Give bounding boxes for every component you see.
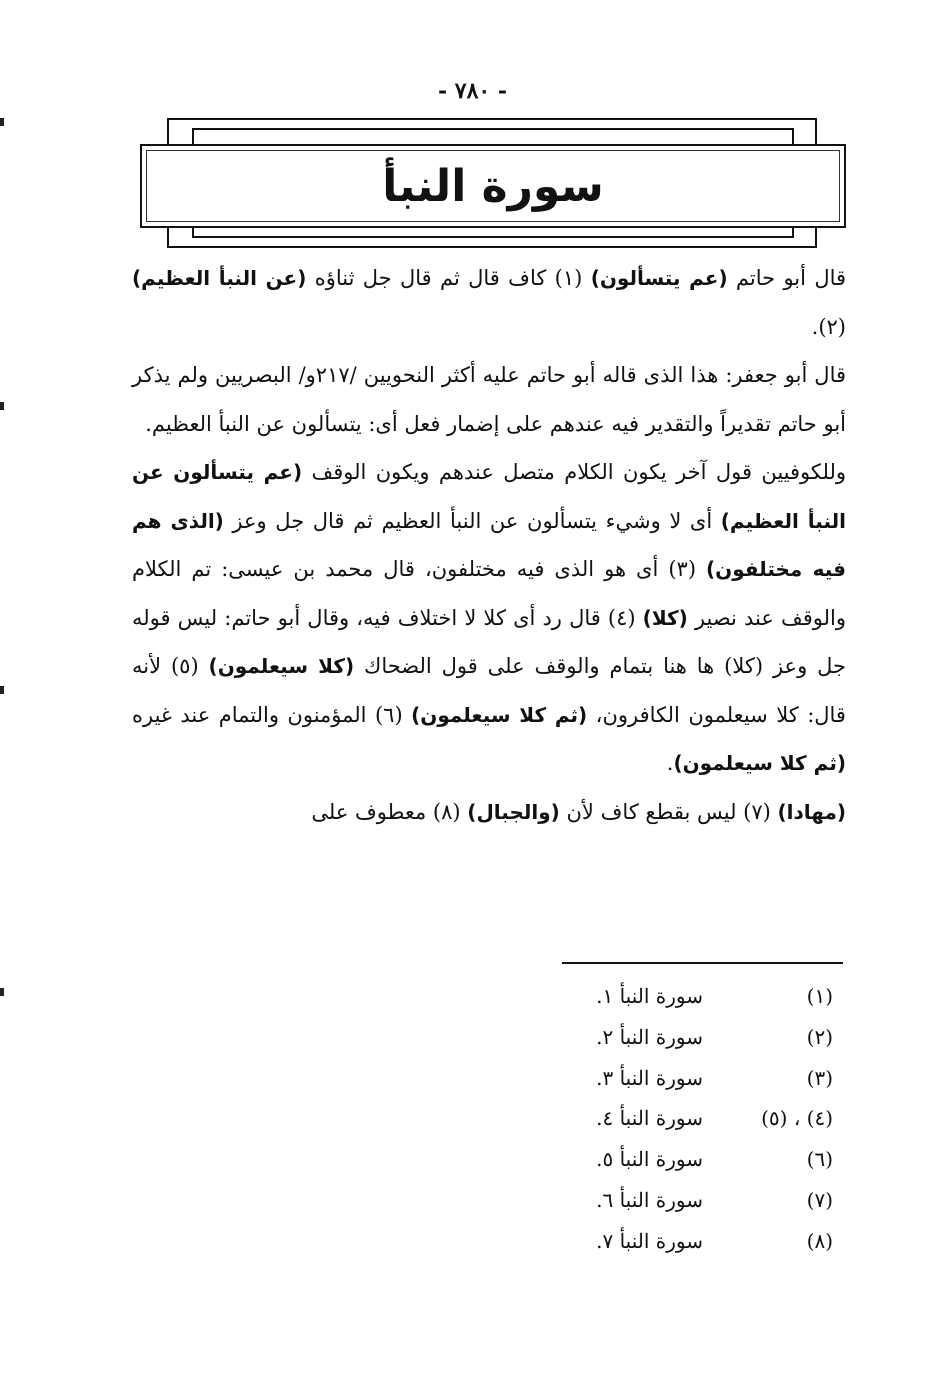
footnote-number: (٧) <box>806 1187 833 1212</box>
text-segment: (٤) قال رد أى كلا لا اختلاف فيه، وقال أبو حاتم: ليس قوله جل وعز (كلا) ها هنا بتمام والوقف على قول الضحاك <box>132 605 846 678</box>
footnote-text: سورة النبأ ٤. <box>596 1106 703 1131</box>
text-segment: (٥) لأنه قال: كلا سيعلمون الكافرون، <box>132 654 846 727</box>
margin-mark <box>0 988 4 996</box>
footnote-number: (٨) <box>806 1228 833 1253</box>
text-segment: قال أبو جعفر: هذا الذى قاله أبو حاتم عليه أكثر النحويين /٢١٧و/ البصريين ولم يذكر أبو حاتم تقديراً والتقدير فيه عندهم على إضمار فعل أى: يتسألون عن النبأ العظيم. <box>132 363 847 436</box>
footnote-text: سورة النبأ ٣. <box>596 1065 703 1090</box>
quran-quote: (كلا سيعلمون) <box>208 654 355 678</box>
footnote-number: (٢) <box>806 1024 833 1049</box>
margin-mark <box>0 118 4 126</box>
margin-mark <box>0 402 4 410</box>
quran-quote: (والجبال) <box>467 799 560 824</box>
footnote <box>473 1098 833 1139</box>
quran-quote: (كلا) <box>642 605 688 630</box>
paragraph <box>132 254 846 351</box>
text-segment: . <box>666 751 674 775</box>
paragraph <box>132 788 846 837</box>
quran-quote: (مهادا) <box>777 799 846 824</box>
text-segment: أى لا وشيء يتسألون عن النبأ العظيم ثم قال جل وعز <box>223 508 721 533</box>
surah-title: سورة النبأ <box>382 160 604 212</box>
text-segment: (٧) ليس بقطع كاف لأن <box>559 799 778 824</box>
footnote-text: سورة النبأ ٢. <box>596 1024 703 1049</box>
quran-quote: (ثم كلا سيعلمون) <box>673 751 846 775</box>
footnote-number: (٤) ، (٥) <box>761 1106 833 1131</box>
text-segment: (٦) المؤمنون والتمام عند غيره <box>132 702 412 727</box>
footnote-number: (٣) <box>806 1065 833 1090</box>
footnote-number: (١) <box>806 984 833 1008</box>
margin-mark <box>0 686 4 694</box>
text-segment: (٨) معطوف على <box>311 799 468 824</box>
footnote-number: (٦) <box>806 1147 833 1172</box>
quran-quote: (عم يتسألون عن النبأ العظيم) <box>132 460 846 533</box>
footnote-text: سورة النبأ ٥. <box>596 1147 703 1172</box>
title-frame-top-inner <box>192 128 794 144</box>
footnote <box>473 1058 833 1099</box>
text-segment: قال أبو حاتم <box>727 266 847 290</box>
paragraph <box>132 448 846 788</box>
text-segment: وللكوفيين قول آخر يكون الكلام متصل عندهم ويكون الوقف <box>302 460 846 484</box>
quran-quote: (ثم كلا سيعلمون) <box>411 702 588 727</box>
footnote <box>473 1139 833 1180</box>
footnotes <box>473 976 833 1262</box>
footnote <box>473 976 833 1017</box>
main-text <box>132 254 846 836</box>
text-segment: (٢). <box>811 314 846 339</box>
footnote-text: سورة النبأ ٦. <box>596 1187 703 1212</box>
footnote-text: سورة النبأ ٧. <box>596 1228 703 1253</box>
footnote-separator <box>562 962 843 964</box>
footnote <box>473 1221 833 1262</box>
paragraph <box>132 351 846 448</box>
footnote-text: سورة النبأ ١. <box>596 984 703 1008</box>
text-segment: (٣) أى هو الذى فيه مختلفون، قال محمد بن عيسى: تم الكلام والوقف عند نصير <box>132 557 846 630</box>
page-number: - ٧٨٠ - <box>437 78 508 104</box>
quran-quote: (الذى هم فيه مختلفون) <box>132 508 846 581</box>
quran-quote: (عم يتسألون) <box>590 266 728 290</box>
footnote <box>473 1180 833 1221</box>
quran-quote: (عن النبأ العظيم) <box>132 266 307 290</box>
footnote <box>473 1017 833 1058</box>
text-segment: (١) كاف قال ثم قال جل ثناؤه <box>306 266 591 290</box>
surah-title-box <box>140 144 846 228</box>
